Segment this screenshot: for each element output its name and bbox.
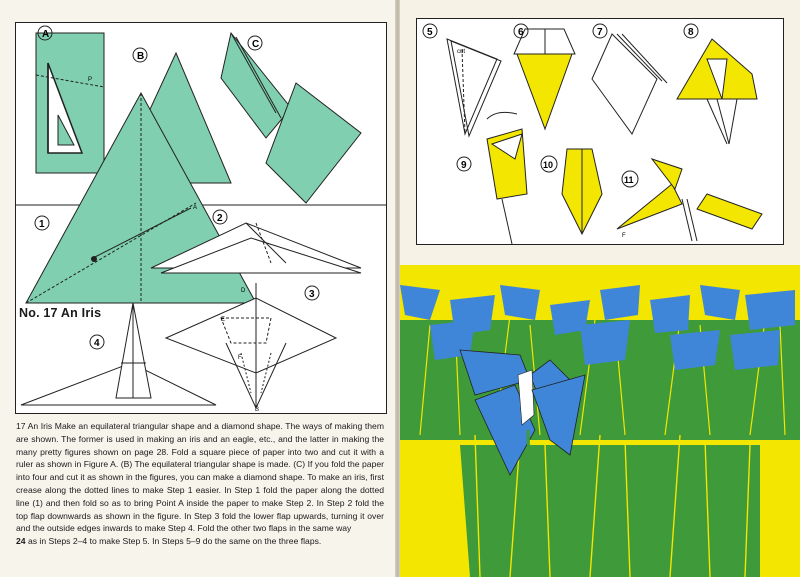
fig-b-label: B: [137, 51, 145, 62]
iris-field-illustration: [400, 265, 800, 577]
fig-c-label: C: [252, 39, 260, 50]
step-8-label: 8: [688, 27, 694, 38]
fig-a-label: A: [42, 29, 50, 40]
step-11-label: 11: [624, 175, 634, 185]
body-paragraph: 17 An Iris Make an equilateral triangular shape and a diamond shape. The ways of making them are shown. The former is used in making an iris and an eagle, etc., and the latter in making the many pretty figures shown on page 28. Fold a square piece of paper into two and cut it with a ruler as shown in Figure A. (B) The equilateral triangular shape is made. (C) If you fold the paper into four and cut it as shown in the figures, you can make a diamond shape. To make an iris, first crease along the dotted lines to make Step 1 easier. In Step 1 fold the paper along the dotted line (1) and then fold so as to bring Point A inside the paper to make Step 2. In Step 2 fold the top flap downwards as shown in the figure. In Step 3 fold the lower flap upwards, turning it over and the outside edges inwards to make Step 4. Fold the other two flaps in the same way: [16, 421, 384, 534]
mark-a: A: [193, 205, 198, 211]
page-number: 24: [16, 536, 26, 547]
step-2-label: 2: [217, 213, 223, 224]
mark-b: B: [255, 407, 260, 413]
body-last-line: as in Steps 2–4 to make Step 5. In Steps 5–9 do the same on the three flaps.: [27, 536, 322, 547]
f-label: F: [622, 233, 626, 239]
step-5-label: 5: [427, 27, 433, 38]
mark-e: E: [221, 317, 226, 323]
step-6-label: 6: [518, 27, 524, 38]
folding-diagrams: [16, 23, 386, 413]
step-7-label: 7: [597, 27, 603, 38]
step-8-illustration: [677, 39, 757, 144]
mark-f: F: [238, 355, 242, 361]
step-6-illustration: [514, 29, 575, 129]
instruction-diagram-panel: [15, 22, 387, 414]
step-7-illustration: [592, 34, 667, 134]
step-9-label: 9: [461, 160, 467, 171]
iris-steps-diagrams: [417, 19, 783, 244]
step-9-illustration: [487, 112, 527, 244]
step-3-label: 3: [309, 289, 315, 300]
mark-d: D: [241, 288, 246, 294]
step-11-illustration: [617, 159, 762, 241]
figure-c-illustration: [221, 33, 361, 203]
instructions-text: [16, 420, 384, 548]
step-10-label: 10: [543, 160, 554, 170]
step-10-illustration: [562, 149, 602, 234]
left-page: [0, 0, 395, 577]
figure-a-illustration: [36, 33, 104, 173]
step-4-label: 4: [94, 338, 100, 349]
step-5-illustration: [447, 39, 501, 136]
steps-5-11-panel: [416, 18, 784, 245]
step-1-label: 1: [39, 219, 45, 230]
cut-label: cut: [457, 49, 466, 55]
mark-p: P: [88, 77, 93, 83]
figure-title: No. 17 An Iris: [19, 306, 102, 320]
right-page: [400, 0, 800, 577]
